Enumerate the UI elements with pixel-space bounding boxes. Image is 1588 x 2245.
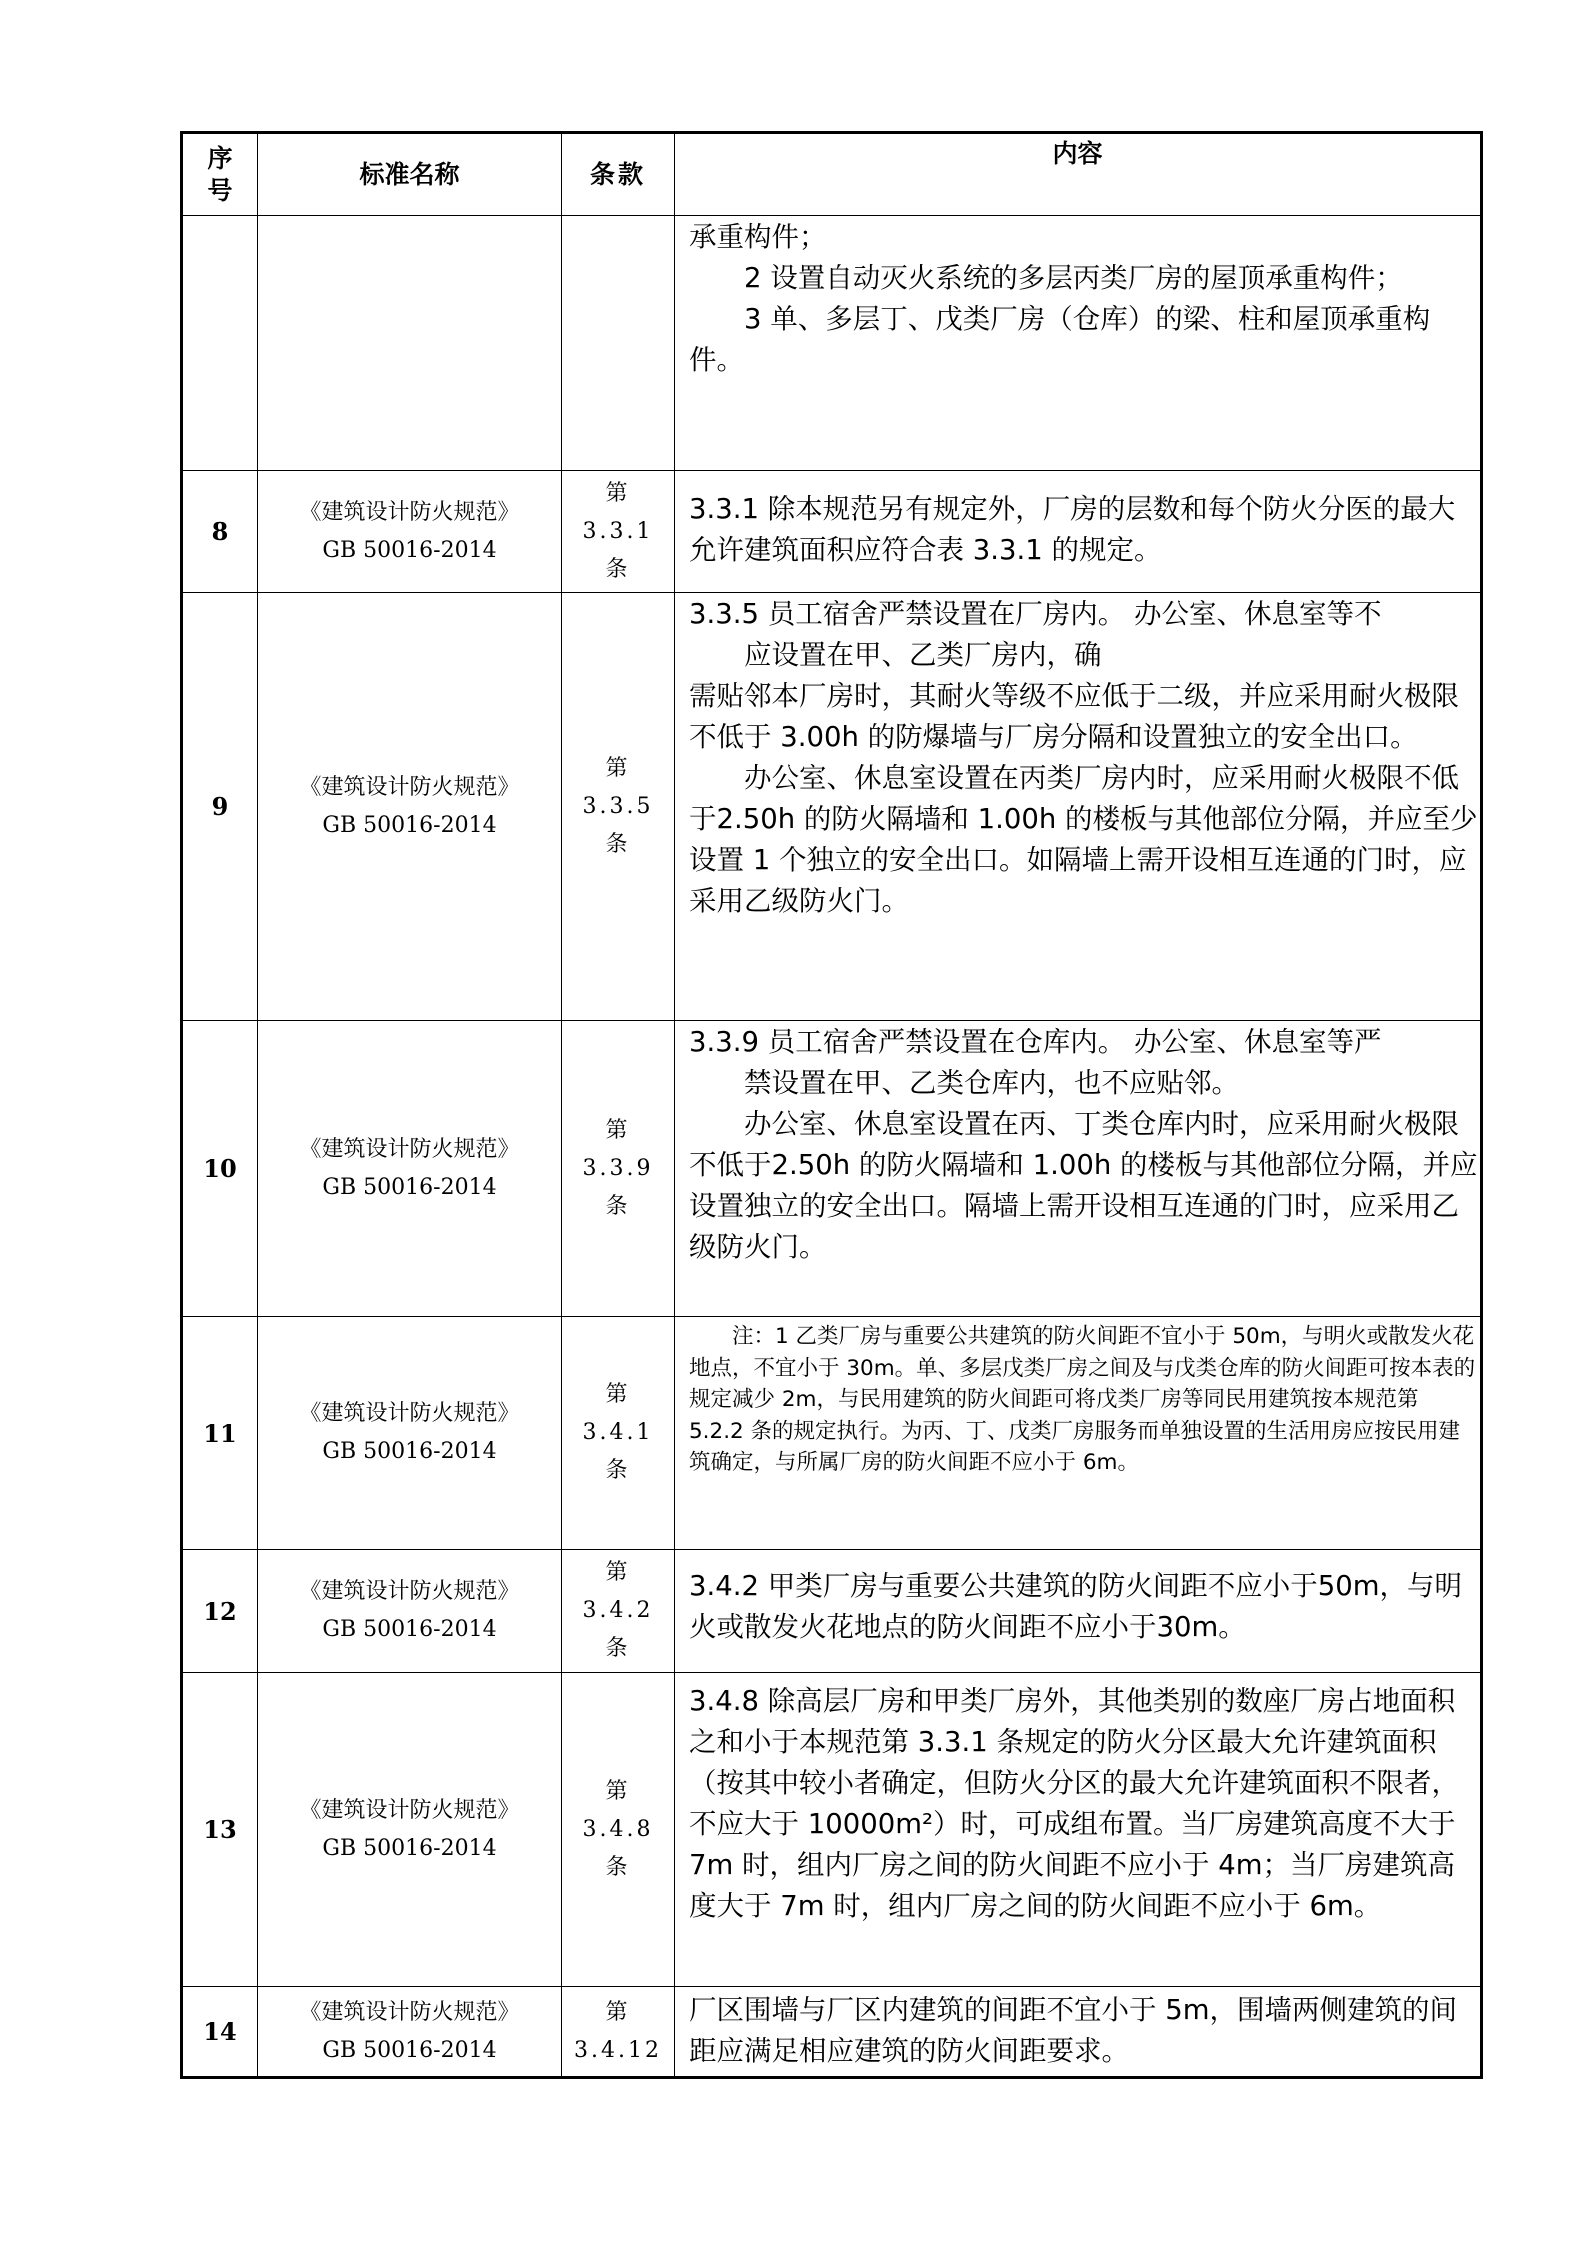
standard-name: 《建筑设计防火规范》	[299, 1401, 520, 1426]
header-clause: 条款	[562, 133, 675, 216]
table-row	[182, 593, 1482, 1021]
table-row	[182, 216, 1482, 471]
standard-code: GB 50016-2014	[322, 537, 497, 563]
header-standard: 标准名称	[258, 133, 562, 216]
standard-name: 《建筑设计防火规范》	[299, 1999, 520, 2025]
header-no	[182, 133, 258, 216]
table-row	[182, 471, 1482, 593]
row-content	[675, 1317, 1482, 1550]
row-standard	[258, 1021, 562, 1317]
standard-code: GB 50016-2014	[322, 812, 497, 838]
row-standard	[258, 471, 562, 593]
row-no: 9	[182, 593, 258, 1021]
row-no: 11	[182, 1317, 258, 1550]
header-content: 内容	[675, 133, 1482, 216]
row-content	[675, 1673, 1482, 1987]
content-paragraph: 3.3.9 员工宿舍严禁设置在仓库内。 办公室、休息室等严	[689, 1026, 1382, 1058]
clause-line: 3.3.1	[582, 518, 654, 544]
clause-line: 3.4.8	[582, 1816, 654, 1842]
content-paragraph: 办公室、休息室设置在丙、丁类仓库内时，应采用耐火极限不低于2.50h 的防火隔墙和 1.00h 的楼板与其他部位分隔，并应设置独立的安全出口。隔墙上需开设相互连通的门时，应采用乙级防火门。	[689, 1108, 1478, 1263]
row-standard	[258, 1550, 562, 1673]
row-content	[675, 216, 1482, 471]
row-standard	[258, 593, 562, 1021]
clause-line: 第	[605, 1999, 631, 2025]
row-clause	[562, 471, 675, 593]
row-standard	[258, 1987, 562, 2078]
row-no	[182, 216, 258, 471]
row-clause	[562, 1317, 675, 1550]
table-row	[182, 1673, 1482, 1987]
standard-code: GB 50016-2014	[322, 1617, 497, 1642]
row-clause	[562, 593, 675, 1021]
clause-line: 条	[605, 1193, 631, 1219]
row-standard	[258, 1317, 562, 1550]
table-row	[182, 1987, 1482, 2078]
content-paragraph: 3 单、多层丁、戊类厂房（仓库）的梁、柱和屋顶承重构件。	[689, 303, 1431, 376]
standard-code: GB 50016-2014	[322, 1439, 497, 1464]
clause-line: 3.3.9	[582, 1155, 654, 1181]
standard-code: GB 50016-2014	[322, 2037, 497, 2063]
content-paragraph: 2 设置自动灭火系统的多层丙类厂房的屋顶承重构件；	[744, 262, 1403, 294]
standard-code: GB 50016-2014	[322, 1835, 497, 1861]
clause-line: 第	[605, 1117, 631, 1143]
clause-line: 条	[605, 831, 631, 857]
standard-code: GB 50016-2014	[322, 1174, 497, 1200]
row-clause	[562, 1673, 675, 1987]
table-row	[182, 1550, 1482, 1673]
row-clause	[562, 216, 675, 471]
row-clause	[562, 1550, 675, 1673]
clause-line: 3.4.1	[582, 1420, 654, 1445]
row-content	[675, 1021, 1482, 1317]
row-content	[675, 1550, 1482, 1673]
row-content	[675, 471, 1482, 593]
clause-line: 3.4.2	[582, 1598, 654, 1623]
content-paragraph: 3.3.1 除本规范另有规定外，厂房的层数和每个防火分医的最大允许建筑面积应符合表 3.3.1 的规定。	[689, 493, 1456, 566]
table-header-row	[182, 133, 1482, 216]
content-paragraph: 3.4.2 甲类厂房与重要公共建筑的防火间距不应小于50m，与明火或散发火花地点的防火间距不应小于30m。	[689, 1570, 1462, 1643]
content-paragraph: 禁设置在甲、乙类仓库内，也不应贴邻。	[744, 1067, 1239, 1099]
content-paragraph: 注：1 乙类厂房与重要公共建筑的防火间距不宜小于 50m，与明火或散发火花地点，不宜小于 30m。单、多层戊类厂房之间及与戊类仓库的防火间距可按本表的规定减少 2m，与民用建筑的防火间距可将戊类厂房等同民用建筑按本规范第 5.2.2 条的规定执行。为丙、丁、戊类厂房服务而单独设置的生活用房应按民用建筑确定，与所属厂房的防火间距不应小于 6m。	[689, 1324, 1476, 1475]
row-content	[675, 1987, 1482, 2078]
clause-line: 条	[605, 556, 631, 582]
content-paragraph: 办公室、休息室设置在丙类厂房内时，应采用耐火极限不低于2.50h 的防火隔墙和 1.00h 的楼板与其他部位分隔，并应至少设置 1 个独立的安全出口。如隔墙上需开设相互连通的门时，应采用乙级防火门。	[689, 762, 1478, 917]
content-paragraph: 厂区围墙与厂区内建筑的间距不宜小于 5m，围墙两侧建筑的间距应满足相应建筑的防火间距要求。	[689, 1994, 1458, 2067]
row-no: 10	[182, 1021, 258, 1317]
content-paragraph: 应设置在甲、乙类厂房内，确	[744, 639, 1102, 671]
row-no: 14	[182, 1987, 258, 2078]
row-no: 13	[182, 1673, 258, 1987]
standard-name: 《建筑设计防火规范》	[299, 1579, 520, 1604]
row-no: 12	[182, 1550, 258, 1673]
row-standard	[258, 216, 562, 471]
standard-name: 《建筑设计防火规范》	[299, 1136, 520, 1162]
clause-line: 第	[605, 1778, 631, 1804]
clause-line: 3.3.5	[582, 793, 654, 819]
content-paragraph: 承重构件；	[689, 221, 827, 253]
clause-line: 第	[605, 755, 631, 781]
header-no-line-1: 序	[207, 143, 233, 173]
standard-name: 《建筑设计防火规范》	[299, 499, 520, 525]
standards-table	[180, 131, 1483, 2079]
clause-line: 条	[605, 1458, 631, 1483]
standard-name: 《建筑设计防火规范》	[299, 1797, 520, 1823]
content-paragraph: 3.3.5 员工宿舍严禁设置在厂房内。 办公室、休息室等不	[689, 598, 1382, 630]
clause-line: 条	[605, 1636, 631, 1661]
row-clause	[562, 1021, 675, 1317]
table-row	[182, 1317, 1482, 1550]
clause-line: 条	[605, 1854, 631, 1880]
header-no-line-2: 号	[207, 175, 233, 205]
table-row	[182, 1021, 1482, 1317]
clause-line: 第	[605, 480, 631, 506]
row-clause	[562, 1987, 675, 2078]
row-no: 8	[182, 471, 258, 593]
clause-line: 3.4.12	[574, 2037, 662, 2063]
row-standard	[258, 1673, 562, 1987]
content-paragraph: 3.4.8 除高层厂房和甲类厂房外，其他类别的数座厂房占地面积之和小于本规范第 3.3.1 条规定的防火分区最大允许建筑面积（按其中较小者确定，但防火分区的最大允许建筑面积不限者，不应大于 10000m²）时，可成组布置。当厂房建筑高度不大于 7m 时，组内厂房之间的防火间距不应小于 4m；当厂房建筑高度大于 7m 时，组内厂房之间的防火间距不应小于 6m。	[689, 1685, 1459, 1922]
content-paragraph: 需贴邻本厂房时，其耐火等级不应低于二级，并应采用耐火极限不低于 3.00h 的防爆墙与厂房分隔和设置独立的安全出口。	[689, 680, 1459, 753]
clause-line: 第	[605, 1560, 631, 1585]
clause-line: 第	[605, 1382, 631, 1407]
standard-name: 《建筑设计防火规范》	[299, 774, 520, 800]
row-content	[675, 593, 1482, 1021]
